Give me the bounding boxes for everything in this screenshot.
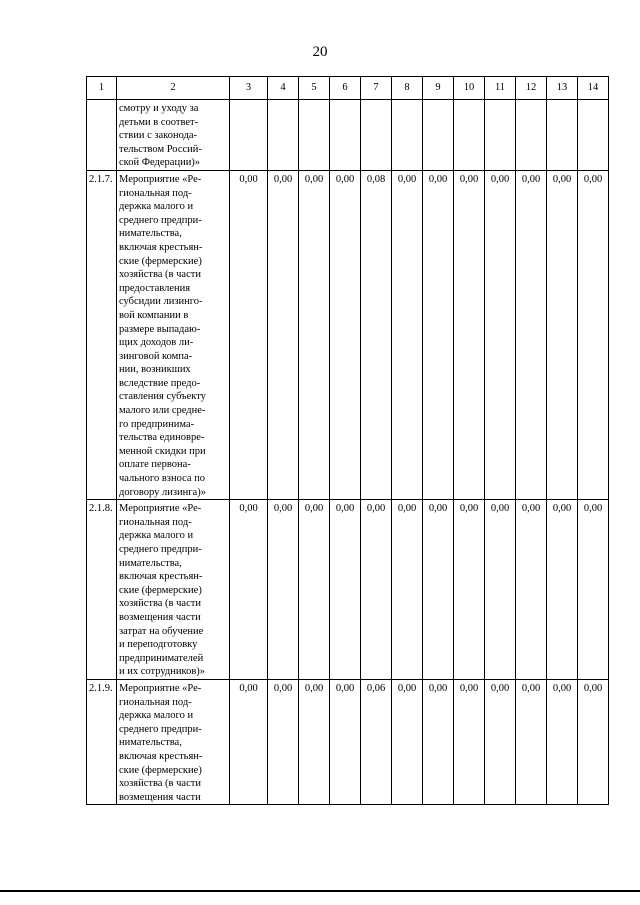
description-line: размере выпадаю- bbox=[119, 323, 201, 335]
value-cell: 0,00 bbox=[547, 679, 578, 804]
value-cell bbox=[578, 100, 609, 171]
description-line: ские (фермерские) bbox=[119, 255, 202, 267]
description-line: го предпринима- bbox=[119, 418, 195, 430]
value-cell: 0,00 bbox=[392, 500, 423, 680]
description-line: ставления субъекту bbox=[119, 391, 206, 403]
value-cell: 0,00 bbox=[516, 170, 547, 499]
description-line: включая крестьян- bbox=[119, 750, 203, 762]
value-cell: 0,00 bbox=[454, 679, 485, 804]
description-line: ской Федерации)» bbox=[119, 157, 201, 169]
value-cell: 0,00 bbox=[230, 679, 268, 804]
description-line: предпринимателей bbox=[119, 652, 204, 664]
description-line: тельства единовре- bbox=[119, 432, 205, 444]
header-cell: 3 bbox=[230, 77, 268, 100]
value-cell: 0,00 bbox=[485, 170, 516, 499]
description-line: включая крестьян- bbox=[119, 241, 203, 253]
value-cell: 0,00 bbox=[268, 679, 299, 804]
description-line: предоставления bbox=[119, 282, 191, 294]
table-row bbox=[87, 500, 609, 680]
description-line: держка малого и bbox=[119, 201, 194, 213]
description-line: Мероприятие «Ре- bbox=[119, 503, 202, 515]
header-cell: 10 bbox=[454, 77, 485, 100]
table-row bbox=[87, 100, 609, 171]
value-cell: 0,00 bbox=[485, 679, 516, 804]
description-line: и переподготовку bbox=[119, 639, 198, 651]
value-cell: 0,00 bbox=[299, 679, 330, 804]
header-cell: 13 bbox=[547, 77, 578, 100]
description-line: нии, возникших bbox=[119, 364, 191, 376]
value-cell: 0,00 bbox=[423, 679, 454, 804]
row-number-cell: 2.1.9. bbox=[87, 679, 117, 804]
value-cell: 0,00 bbox=[454, 500, 485, 680]
header-cell: 14 bbox=[578, 77, 609, 100]
description-line: Мероприятие «Ре- bbox=[119, 682, 202, 694]
value-cell: 0,00 bbox=[268, 170, 299, 499]
row-number-cell: 2.1.8. bbox=[87, 500, 117, 680]
description-line: менной скидки при bbox=[119, 445, 206, 457]
description-line: гиональная под- bbox=[119, 696, 192, 708]
description-cell bbox=[117, 100, 230, 171]
description-line: субсидии лизинго- bbox=[119, 296, 203, 308]
header-row bbox=[87, 77, 609, 100]
value-cell: 0,00 bbox=[299, 170, 330, 499]
header-cell: 1 bbox=[87, 77, 117, 100]
description-cell bbox=[117, 679, 230, 804]
value-cell: 0,00 bbox=[423, 500, 454, 680]
data-table bbox=[86, 76, 609, 805]
description-line: вследствие предо- bbox=[119, 377, 201, 389]
description-line: нимательства, bbox=[119, 737, 182, 749]
value-cell bbox=[454, 100, 485, 171]
table-row bbox=[87, 170, 609, 499]
value-cell bbox=[547, 100, 578, 171]
description-line: чального взноса по bbox=[119, 473, 206, 485]
value-cell bbox=[230, 100, 268, 171]
description-line: ствии с законода- bbox=[119, 130, 198, 142]
header-cell: 12 bbox=[516, 77, 547, 100]
value-cell: 0,00 bbox=[299, 500, 330, 680]
value-cell bbox=[299, 100, 330, 171]
header-cell: 5 bbox=[299, 77, 330, 100]
table-body bbox=[87, 77, 609, 805]
description-line: держка малого и bbox=[119, 710, 194, 722]
header-cell: 6 bbox=[330, 77, 361, 100]
description-cell bbox=[117, 500, 230, 680]
value-cell bbox=[268, 100, 299, 171]
header-cell: 8 bbox=[392, 77, 423, 100]
value-cell bbox=[361, 100, 392, 171]
header-cell: 9 bbox=[423, 77, 454, 100]
value-cell bbox=[485, 100, 516, 171]
page-number: 20 bbox=[312, 44, 328, 60]
header-cell: 7 bbox=[361, 77, 392, 100]
value-cell: 0,00 bbox=[392, 170, 423, 499]
description-line: нимательства, bbox=[119, 557, 182, 569]
value-cell: 0,00 bbox=[516, 500, 547, 680]
value-cell: 0,00 bbox=[268, 500, 299, 680]
description-line: договору лизинга)» bbox=[119, 486, 206, 498]
value-cell: 0,00 bbox=[578, 500, 609, 680]
value-cell: 0,06 bbox=[361, 679, 392, 804]
value-cell bbox=[423, 100, 454, 171]
value-cell bbox=[330, 100, 361, 171]
table-row bbox=[87, 679, 609, 804]
description-line: зинговой компа- bbox=[119, 350, 193, 362]
description-line: возмещения части bbox=[119, 611, 201, 623]
value-cell: 0,00 bbox=[392, 679, 423, 804]
description-line: и их сотрудников)» bbox=[119, 666, 206, 678]
description-line: смотру и уходу за bbox=[119, 103, 199, 114]
description-line: возмещения части bbox=[119, 791, 201, 803]
header-cell: 11 bbox=[485, 77, 516, 100]
description-line: гиональная под- bbox=[119, 187, 192, 199]
value-cell: 0,00 bbox=[330, 679, 361, 804]
value-cell: 0,00 bbox=[330, 170, 361, 499]
description-line: затрат на обучение bbox=[119, 625, 204, 637]
value-cell: 0,00 bbox=[578, 170, 609, 499]
value-cell: 0,00 bbox=[485, 500, 516, 680]
description-line: Мероприятие «Ре- bbox=[119, 173, 202, 185]
description-line: включая крестьян- bbox=[119, 571, 203, 583]
row-number-cell bbox=[87, 100, 117, 171]
value-cell: 0,00 bbox=[361, 500, 392, 680]
description-line: среднего предпри- bbox=[119, 544, 202, 555]
row-number-cell: 2.1.7. bbox=[87, 170, 117, 499]
description-line: щих доходов ли- bbox=[119, 337, 194, 349]
value-cell: 0,00 bbox=[230, 170, 268, 499]
description-line: гиональная под- bbox=[119, 516, 192, 528]
header-cell: 2 bbox=[117, 77, 230, 100]
value-cell: 0,00 bbox=[578, 679, 609, 804]
description-line: ские (фермерские) bbox=[119, 584, 202, 596]
value-cell: 0,08 bbox=[361, 170, 392, 499]
description-line: нимательства, bbox=[119, 228, 182, 240]
value-cell: 0,00 bbox=[547, 170, 578, 499]
value-cell: 0,00 bbox=[330, 500, 361, 680]
value-cell: 0,00 bbox=[230, 500, 268, 680]
value-cell bbox=[516, 100, 547, 171]
description-line: ские (фермерские) bbox=[119, 764, 202, 776]
scan-edge-line bbox=[0, 890, 640, 892]
value-cell: 0,00 bbox=[454, 170, 485, 499]
description-line: детьми в соответ- bbox=[119, 116, 199, 128]
description-line: среднего предпри- bbox=[119, 723, 202, 735]
value-cell: 0,00 bbox=[547, 500, 578, 680]
description-line: малого или средне- bbox=[119, 405, 206, 417]
value-cell: 0,00 bbox=[423, 170, 454, 499]
description-line: среднего предпри- bbox=[119, 214, 202, 226]
description-line: хозяйства (в части bbox=[119, 598, 201, 610]
description-line: вой компании в bbox=[119, 309, 189, 321]
description-line: хозяйства (в части bbox=[119, 269, 201, 281]
description-line: держка малого и bbox=[119, 530, 194, 542]
value-cell bbox=[392, 100, 423, 171]
description-line: оплате первона- bbox=[119, 459, 191, 471]
description-cell bbox=[117, 170, 230, 499]
description-line: тельством Россий- bbox=[119, 143, 202, 155]
header-cell: 4 bbox=[268, 77, 299, 100]
value-cell: 0,00 bbox=[516, 679, 547, 804]
description-line: хозяйства (в части bbox=[119, 778, 201, 790]
